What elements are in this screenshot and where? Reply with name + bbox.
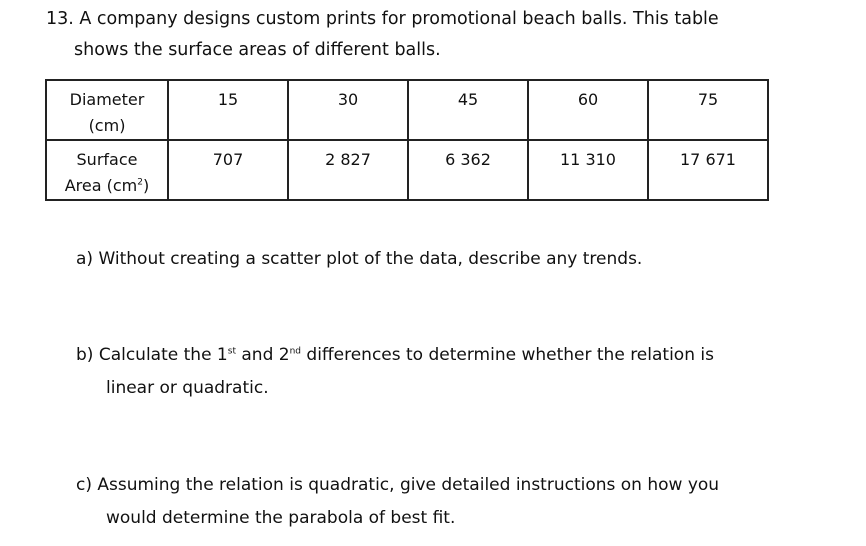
part-b-line2: linear or quadratic. <box>106 378 269 398</box>
row-header-area-line1: Surface <box>76 150 138 169</box>
area-cell: 17 671 <box>648 140 768 200</box>
intro-line-1: 13. A company designs custom prints for promotional beach balls. This table <box>46 9 719 29</box>
area-cell: 11 310 <box>528 140 648 200</box>
table-row-area <box>46 140 768 200</box>
part-b-post: differences to determine whether the relation is <box>301 345 714 365</box>
part-a <box>76 243 846 276</box>
diameter-cell: 15 <box>168 80 288 140</box>
part-b-mid: and 2 <box>235 345 290 365</box>
part-b <box>76 339 846 405</box>
row-header-area-post: ) <box>143 176 150 195</box>
diameter-cell: 30 <box>288 80 408 140</box>
part-c-line2: would determine the parabola of best fit. <box>106 508 456 528</box>
area-cell: 707 <box>168 140 288 200</box>
data-table <box>45 79 769 201</box>
row-header-area <box>46 140 168 200</box>
diameter-cell: 45 <box>408 80 528 140</box>
area-cell: 6 362 <box>408 140 528 200</box>
table-row-diameter <box>46 80 768 140</box>
diameter-cell: 60 <box>528 80 648 140</box>
row-header-diameter-line1: Diameter <box>69 90 145 109</box>
part-b-pre: b) Calculate the 1 <box>76 345 228 365</box>
part-c-line1: c) Assuming the relation is quadratic, give detailed instructions on how you <box>76 475 720 495</box>
row-header-diameter <box>46 80 168 140</box>
part-b-sup-nd: nd <box>289 346 301 357</box>
intro-line-2: shows the surface areas of different balls. <box>74 40 441 60</box>
row-header-area-pre: Area (cm <box>64 176 138 195</box>
diameter-cell: 75 <box>648 80 768 140</box>
part-a-text: a) Without creating a scatter plot of the data, describe any trends. <box>76 249 643 269</box>
question-intro <box>46 4 846 66</box>
part-b-sup-st: st <box>227 346 236 357</box>
area-cell: 2 827 <box>288 140 408 200</box>
row-header-diameter-line2: (cm) <box>88 116 126 135</box>
part-c <box>76 469 846 535</box>
row-header-area-sup: 2 <box>137 177 143 188</box>
